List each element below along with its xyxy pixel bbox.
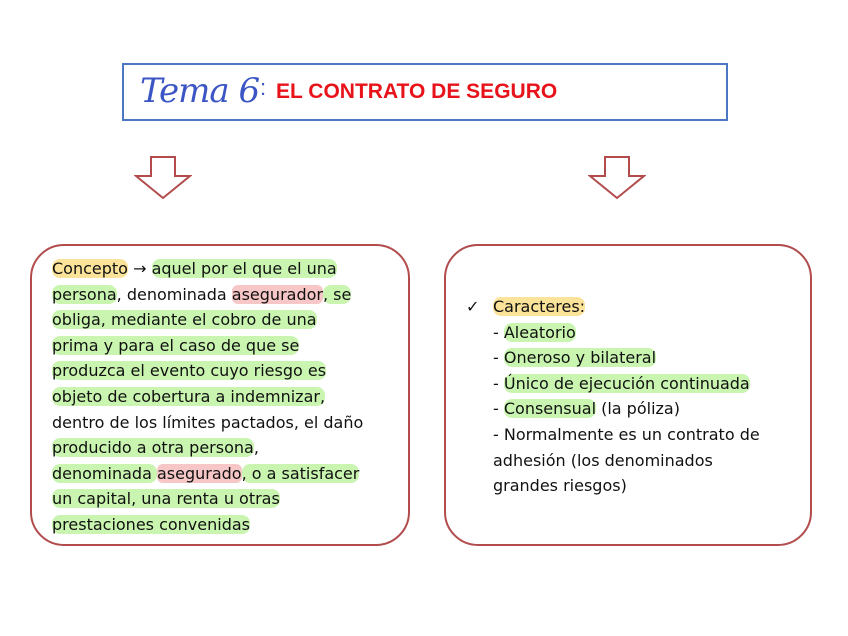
concept-line (52, 307, 404, 333)
concept-line (52, 435, 404, 461)
concept-line (52, 282, 404, 308)
concept-text-segment: aquel por el que el una (151, 259, 337, 278)
list-item (466, 345, 806, 371)
concept-text-segment: asegurado (156, 463, 242, 483)
checkmark-icon: ✓ (466, 297, 480, 316)
down-arrow-left-icon (134, 156, 192, 200)
concept-line (52, 486, 404, 512)
list-item-text: Consensual (503, 399, 597, 419)
list-dash: - (493, 348, 504, 368)
concept-line (52, 333, 404, 359)
list-dash: - (493, 322, 504, 342)
arrow-glyph: → (133, 259, 147, 278)
characteristics-list (466, 294, 806, 499)
list-dash: - (493, 373, 504, 393)
concept-text-segment: obliga, mediante el cobro de una (52, 310, 317, 330)
concept-text-segment: dentro de los límites pactados, el daño (52, 412, 364, 432)
concept-line (52, 256, 404, 282)
concept-text (52, 256, 404, 538)
list-item-continuation: adhesión (los denominados (493, 450, 713, 470)
list-item (466, 422, 806, 448)
concept-text-segment: persona (52, 284, 117, 304)
list-item (466, 320, 806, 346)
concept-line (52, 512, 404, 538)
concept-text-segment: producido a otra persona (52, 438, 254, 458)
list-dash: - (493, 399, 504, 419)
concept-label: Concepto (52, 259, 128, 278)
list-item (466, 396, 806, 422)
list-item-rest: Normalmente es un contrato de (503, 424, 760, 444)
concept-text-segment: , se (322, 284, 352, 304)
list-item-text: Aleatorio (503, 322, 576, 342)
concept-line (52, 384, 404, 410)
concept-text-segment: un capital, una renta u otras (52, 489, 280, 509)
concept-text-segment: prestaciones convenidas (52, 514, 250, 534)
down-arrow-right-icon (588, 156, 646, 200)
concept-text-segment: asegurador (231, 284, 323, 304)
list-item-continuation: grandes riesgos) (493, 476, 627, 496)
tema-handwritten: Tema 6 (140, 71, 260, 111)
concept-line (52, 358, 404, 384)
concept-text-segment: objeto de cobertura a indemnizar, (52, 386, 326, 406)
list-dash: - (493, 424, 504, 444)
tema-colon: : (260, 75, 267, 100)
concept-text-segment: produzca el evento cuyo riesgo es (52, 361, 327, 381)
title-box (122, 63, 728, 121)
concept-text-segment: , (253, 438, 259, 458)
list-item-text: Único de ejecución continuada (503, 373, 750, 393)
list-item (466, 371, 806, 397)
characteristics-heading-line (466, 294, 806, 320)
concept-text-segment: , o a satisfacer (241, 463, 360, 483)
concept-line (52, 410, 404, 436)
concept-text-segment: , denominada (116, 284, 232, 304)
concept-text-segment: prima y para el caso de que se (52, 335, 300, 355)
concept-line (52, 461, 404, 487)
list-item-rest: (la póliza) (596, 399, 680, 419)
list-item-text: Oneroso y bilateral (503, 348, 657, 368)
characteristics-heading: Caracteres: (493, 297, 586, 316)
concept-text-segment: denominada (52, 463, 157, 483)
page-title: EL CONTRATO DE SEGURO (276, 80, 558, 103)
